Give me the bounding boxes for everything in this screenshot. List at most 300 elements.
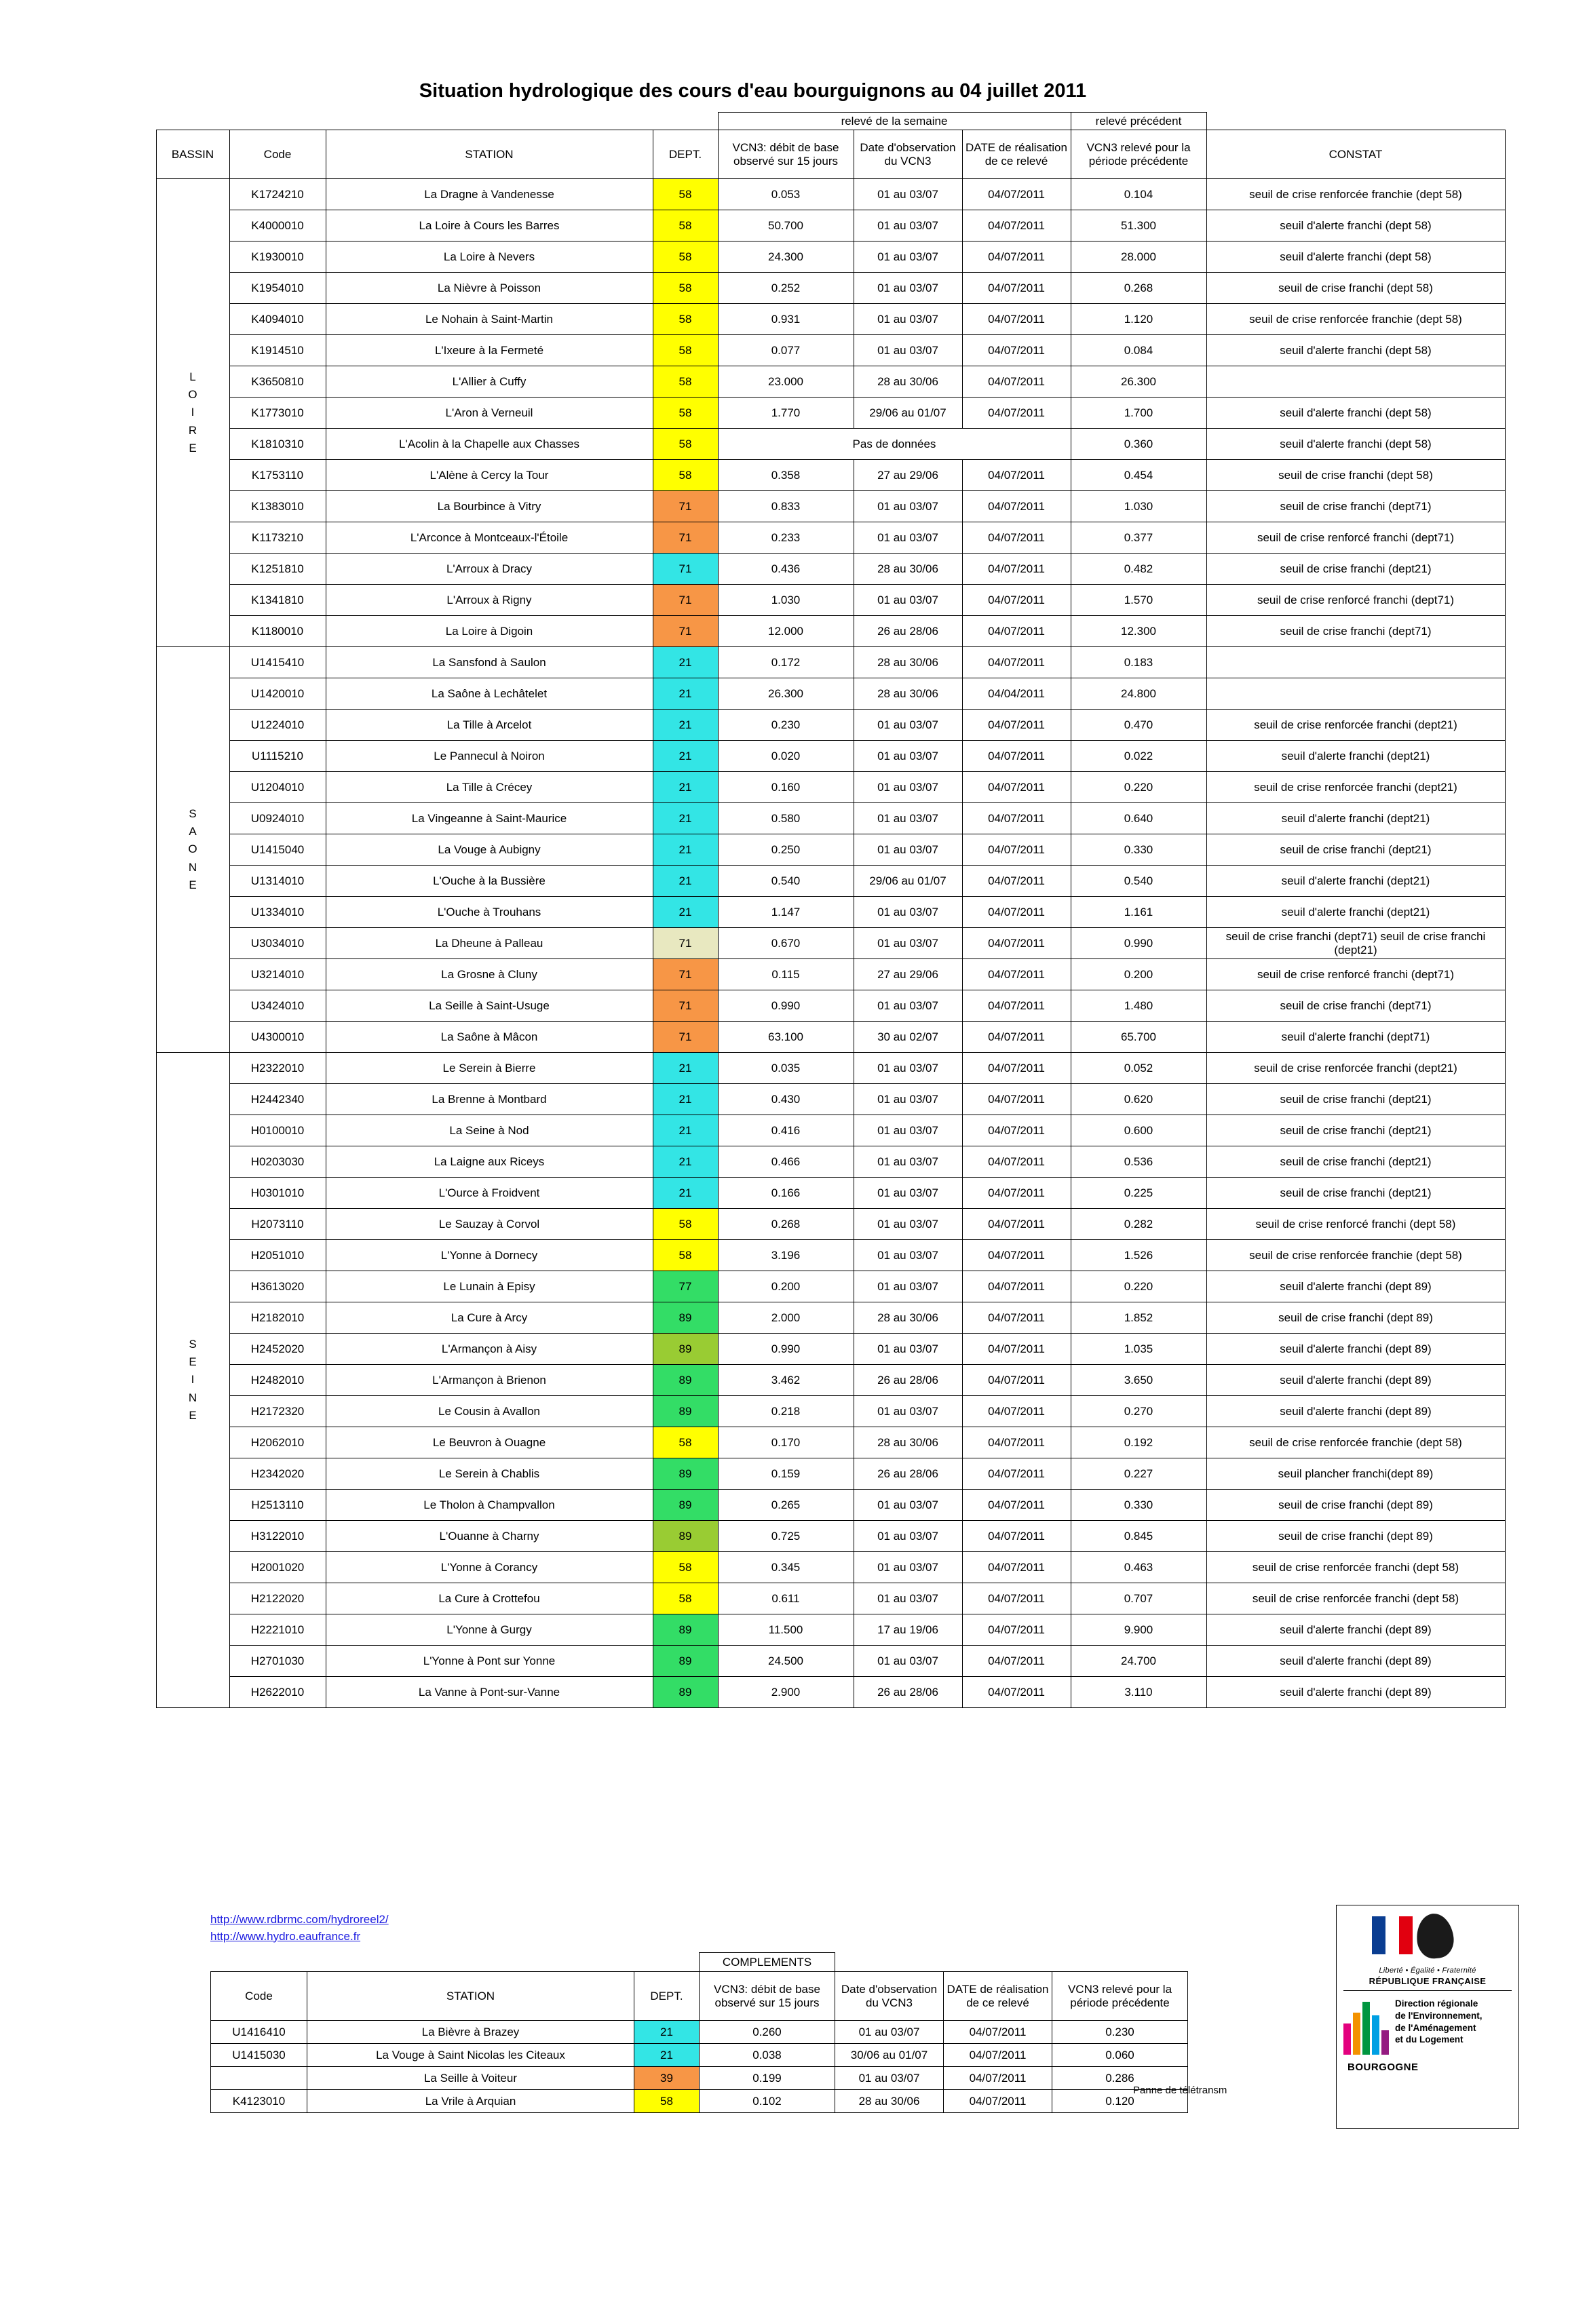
spacer bbox=[1206, 113, 1505, 130]
vcn3-value: 0.358 bbox=[718, 460, 854, 491]
station-name: La Nièvre à Poisson bbox=[326, 273, 653, 304]
constat-text: seuil de crise franchi (dept 58) bbox=[1206, 460, 1505, 491]
station-code: H2062010 bbox=[229, 1427, 326, 1458]
vcn3-value: 0.020 bbox=[718, 741, 854, 772]
date-realisation: 04/07/2011 bbox=[962, 1146, 1071, 1178]
complements-title: COMPLEMENTS bbox=[700, 1953, 835, 1972]
link-rdbrmc[interactable]: http://www.rdbrmc.com/hydroreel2/ bbox=[210, 1913, 389, 1926]
constat-text: seuil de crise renforcée franchi (dept 58) bbox=[1206, 1552, 1505, 1583]
date-realisation: 04/07/2011 bbox=[962, 1646, 1071, 1677]
station-name: La Saône à Mâcon bbox=[326, 1022, 653, 1053]
station-code: U1416410 bbox=[211, 2021, 307, 2044]
flag-blue-stripe bbox=[1372, 1916, 1385, 1954]
constat-text: seuil d'alerte franchi (dept 58) bbox=[1206, 429, 1505, 460]
spacer bbox=[944, 1953, 1052, 1972]
vcn3-previous-value: 3.650 bbox=[1071, 1365, 1206, 1396]
table-row bbox=[156, 897, 1505, 928]
date-realisation: 04/07/2011 bbox=[962, 1365, 1071, 1396]
station-name: Le Serein à Bierre bbox=[326, 1053, 653, 1084]
station-name: La Loire à Cours les Barres bbox=[326, 210, 653, 241]
station-name: Le Beuvron à Ouagne bbox=[326, 1427, 653, 1458]
date-realisation: 04/07/2011 bbox=[962, 1334, 1071, 1365]
constat-text: seuil plancher franchi(dept 89) bbox=[1206, 1458, 1505, 1490]
dept-code: 89 bbox=[653, 1490, 718, 1521]
complements-row bbox=[211, 2090, 1188, 2113]
date-realisation: 04/07/2011 bbox=[962, 179, 1071, 210]
station-code: H2001020 bbox=[229, 1552, 326, 1583]
dept-code: 89 bbox=[653, 1677, 718, 1708]
vcn3-previous-value: 0.282 bbox=[1071, 1209, 1206, 1240]
station-name: La Tille à Arcelot bbox=[326, 710, 653, 741]
vcn3-value: 0.160 bbox=[718, 772, 854, 803]
station-code: H2122020 bbox=[229, 1583, 326, 1614]
station-code: U1115210 bbox=[229, 741, 326, 772]
spacer bbox=[326, 113, 653, 130]
basin-label-seine: S E I N E bbox=[156, 1053, 229, 1708]
constat-text: seuil de crise franchi (dept 58) bbox=[1206, 273, 1505, 304]
vcn3-value: 0.200 bbox=[718, 1271, 854, 1302]
date-observation: 01 au 03/07 bbox=[854, 710, 962, 741]
table-row bbox=[156, 1271, 1505, 1302]
station-name: Le Cousin à Avallon bbox=[326, 1396, 653, 1427]
dept-code: 71 bbox=[653, 959, 718, 990]
constat-text: seuil d'alerte franchi (dept 89) bbox=[1206, 1677, 1505, 1708]
station-code: K1810310 bbox=[229, 429, 326, 460]
constat-text: seuil de crise renforcée franchi (dept21) bbox=[1206, 772, 1505, 803]
date-realisation: 04/07/2011 bbox=[962, 1396, 1071, 1427]
station-name: La Cure à Arcy bbox=[326, 1302, 653, 1334]
vcn3-previous-value: 0.536 bbox=[1071, 1146, 1206, 1178]
vcn3-previous-value: 0.707 bbox=[1071, 1583, 1206, 1614]
date-observation: 26 au 28/06 bbox=[854, 1677, 962, 1708]
vcn3-previous-value: 0.227 bbox=[1071, 1458, 1206, 1490]
complements-row bbox=[211, 2067, 1188, 2090]
station-name: L'Yonne à Pont sur Yonne bbox=[326, 1646, 653, 1677]
dept-code: 89 bbox=[653, 1458, 718, 1490]
table-row bbox=[156, 1396, 1505, 1427]
date-observation: 01 au 03/07 bbox=[854, 241, 962, 273]
table-row bbox=[156, 1240, 1505, 1271]
date-realisation: 04/07/2011 bbox=[962, 1458, 1071, 1490]
date-realisation: 04/07/2011 bbox=[962, 1490, 1071, 1521]
dept-code: 21 bbox=[634, 2044, 700, 2067]
vcn3-previous-value: 0.183 bbox=[1071, 647, 1206, 678]
station-code: K1930010 bbox=[229, 241, 326, 273]
vcn3-value: 0.990 bbox=[718, 990, 854, 1022]
vcn3-previous-value: 0.022 bbox=[1071, 741, 1206, 772]
date-observation: 01 au 03/07 bbox=[854, 1146, 962, 1178]
vcn3-previous-value: 0.104 bbox=[1071, 179, 1206, 210]
dreal-bars-icon bbox=[1342, 1998, 1392, 2055]
vcn3-value: 0.265 bbox=[718, 1490, 854, 1521]
station-name: L'Ource à Froidvent bbox=[326, 1178, 653, 1209]
station-code: K1914510 bbox=[229, 335, 326, 366]
vcn3-value: 0.833 bbox=[718, 491, 854, 522]
table-row bbox=[156, 803, 1505, 834]
station-code: K1251810 bbox=[229, 554, 326, 585]
vcn3-previous-value: 1.700 bbox=[1071, 398, 1206, 429]
station-code: U1314010 bbox=[229, 866, 326, 897]
station-code: K1753110 bbox=[229, 460, 326, 491]
complements-row bbox=[211, 2021, 1188, 2044]
vcn3-previous-value: 0.330 bbox=[1071, 834, 1206, 866]
compl-header-code: Code bbox=[211, 1972, 307, 2021]
vcn3-value: 0.580 bbox=[718, 803, 854, 834]
date-realisation: 04/07/2011 bbox=[962, 1614, 1071, 1646]
date-realisation: 04/07/2011 bbox=[962, 398, 1071, 429]
compl-header-dept: DEPT. bbox=[634, 1972, 700, 2021]
date-observation: 01 au 03/07 bbox=[854, 304, 962, 335]
vcn3-previous-value: 0.225 bbox=[1071, 1178, 1206, 1209]
constat-text: seuil de crise franchi (dept 89) bbox=[1206, 1302, 1505, 1334]
compl-header-date-obs: Date d'observation du VCN3 bbox=[835, 1972, 944, 2021]
header-group-row bbox=[156, 113, 1505, 130]
vcn3-value: 0.250 bbox=[718, 834, 854, 866]
vcn3-previous-value: 1.035 bbox=[1071, 1334, 1206, 1365]
table-row bbox=[156, 834, 1505, 866]
dept-code: 21 bbox=[653, 834, 718, 866]
date-observation: 01 au 03/07 bbox=[854, 491, 962, 522]
station-code: K1773010 bbox=[229, 398, 326, 429]
dept-code: 21 bbox=[653, 1084, 718, 1115]
compl-header-vcn3: VCN3: débit de base observé sur 15 jours bbox=[700, 1972, 835, 2021]
table-row bbox=[156, 1646, 1505, 1677]
station-name: La Seille à Voiteur bbox=[307, 2067, 634, 2090]
date-realisation: 04/07/2011 bbox=[962, 273, 1071, 304]
dept-code: 58 bbox=[653, 1583, 718, 1614]
dept-code: 89 bbox=[653, 1521, 718, 1552]
date-realisation: 04/07/2011 bbox=[962, 647, 1071, 678]
constat-text: seuil de crise renforcé franchi (dept71) bbox=[1206, 959, 1505, 990]
republique-text: RÉPUBLIQUE FRANÇAISE bbox=[1369, 1976, 1487, 1986]
dept-code: 21 bbox=[653, 772, 718, 803]
station-name: La Bourbince à Vitry bbox=[326, 491, 653, 522]
constat-text: seuil de crise renforcée franchi (dept 58) bbox=[1206, 1583, 1505, 1614]
dept-code: 58 bbox=[653, 304, 718, 335]
table-row bbox=[156, 273, 1505, 304]
station-code: K4094010 bbox=[229, 304, 326, 335]
station-code: H2221010 bbox=[229, 1614, 326, 1646]
vcn3-previous-value: 0.084 bbox=[1071, 335, 1206, 366]
table-row bbox=[156, 1365, 1505, 1396]
spacer bbox=[653, 113, 718, 130]
station-code: H2482010 bbox=[229, 1365, 326, 1396]
date-observation: 01 au 03/07 bbox=[854, 1178, 962, 1209]
flag-red-stripe bbox=[1399, 1916, 1413, 1954]
station-name: Le Pannecul à Noiron bbox=[326, 741, 653, 772]
vcn3-previous-value: 9.900 bbox=[1071, 1614, 1206, 1646]
date-observation: 28 au 30/06 bbox=[854, 678, 962, 710]
vcn3-previous-value: 0.845 bbox=[1071, 1521, 1206, 1552]
station-name: La Vouge à Saint Nicolas les Citeaux bbox=[307, 2044, 634, 2067]
dept-code: 89 bbox=[653, 1365, 718, 1396]
dept-code: 21 bbox=[653, 741, 718, 772]
station-code: U0924010 bbox=[229, 803, 326, 834]
station-name: L'Ouche à Trouhans bbox=[326, 897, 653, 928]
date-observation: 01 au 03/07 bbox=[854, 1552, 962, 1583]
vcn3-value: 2.900 bbox=[718, 1677, 854, 1708]
constat-text: seuil de crise franchi (dept71) bbox=[1206, 616, 1505, 647]
date-observation: 01 au 03/07 bbox=[854, 585, 962, 616]
constat-text: seuil d'alerte franchi (dept 58) bbox=[1206, 335, 1505, 366]
station-name: Le Lunain à Episy bbox=[326, 1271, 653, 1302]
vcn3-previous-value: 0.540 bbox=[1071, 866, 1206, 897]
date-observation: 01 au 03/07 bbox=[854, 741, 962, 772]
table-row bbox=[156, 1521, 1505, 1552]
table-row bbox=[156, 959, 1505, 990]
dept-code: 71 bbox=[653, 522, 718, 554]
constat-text: seuil de crise renforcée franchie (dept 58) bbox=[1206, 1427, 1505, 1458]
vcn3-previous-value: 0.463 bbox=[1071, 1552, 1206, 1583]
vcn3-value: 3.196 bbox=[718, 1240, 854, 1271]
constat-text: seuil d'alerte franchi (dept21) bbox=[1206, 866, 1505, 897]
vcn3-value: 0.611 bbox=[718, 1583, 854, 1614]
station-code: H2322010 bbox=[229, 1053, 326, 1084]
vcn3-previous-value: 0.220 bbox=[1071, 772, 1206, 803]
table-row bbox=[156, 554, 1505, 585]
date-realisation: 04/07/2011 bbox=[962, 366, 1071, 398]
vcn3-value: 0.166 bbox=[718, 1178, 854, 1209]
date-observation: 01 au 03/07 bbox=[854, 803, 962, 834]
constat-text bbox=[1206, 678, 1505, 710]
date-realisation: 04/07/2011 bbox=[962, 210, 1071, 241]
vcn3-previous-value: 0.268 bbox=[1071, 273, 1206, 304]
dept-code: 89 bbox=[653, 1302, 718, 1334]
dept-code: 58 bbox=[653, 366, 718, 398]
station-code: H2182010 bbox=[229, 1302, 326, 1334]
vcn3-value: 0.990 bbox=[718, 1334, 854, 1365]
station-code: H3613020 bbox=[229, 1271, 326, 1302]
vcn3-value: 24.500 bbox=[718, 1646, 854, 1677]
logo-divider bbox=[1343, 1990, 1512, 1991]
constat-text: seuil de crise renforcé franchi (dept 58) bbox=[1206, 1209, 1505, 1240]
table-row bbox=[156, 710, 1505, 741]
vcn3-previous-value: 24.800 bbox=[1071, 678, 1206, 710]
vcn3-value: 0.233 bbox=[718, 522, 854, 554]
date-realisation: 04/07/2011 bbox=[962, 1084, 1071, 1115]
table-row bbox=[156, 460, 1505, 491]
vcn3-previous-value: 1.570 bbox=[1071, 585, 1206, 616]
vcn3-previous-value: 0.052 bbox=[1071, 1053, 1206, 1084]
date-observation: 30 au 02/07 bbox=[854, 1022, 962, 1053]
table-row bbox=[156, 928, 1505, 959]
vcn3-previous-value: 12.300 bbox=[1071, 616, 1206, 647]
table-row bbox=[156, 1178, 1505, 1209]
station-code: U1334010 bbox=[229, 897, 326, 928]
dept-code: 89 bbox=[653, 1396, 718, 1427]
vcn3-value: 12.000 bbox=[718, 616, 854, 647]
hydrology-table bbox=[156, 112, 1506, 1708]
constat-text: seuil d'alerte franchi (dept 89) bbox=[1206, 1396, 1505, 1427]
constat-text: seuil de crise renforcée franchie (dept 58) bbox=[1206, 179, 1505, 210]
constat-text: seuil d'alerte franchi (dept21) bbox=[1206, 803, 1505, 834]
constat-text: seuil de crise renforcée franchie (dept 58) bbox=[1206, 304, 1505, 335]
date-realisation: 04/07/2011 bbox=[962, 491, 1071, 522]
station-code: H2452020 bbox=[229, 1334, 326, 1365]
dept-code: 39 bbox=[634, 2067, 700, 2090]
station-code: H2073110 bbox=[229, 1209, 326, 1240]
vcn3-value: 0.260 bbox=[700, 2021, 835, 2044]
date-observation: 01 au 03/07 bbox=[854, 1115, 962, 1146]
date-observation: 01 au 03/07 bbox=[854, 772, 962, 803]
table-row bbox=[156, 179, 1505, 210]
dept-code: 21 bbox=[653, 1115, 718, 1146]
dept-code: 58 bbox=[653, 210, 718, 241]
dept-code: 58 bbox=[653, 460, 718, 491]
date-observation: 01 au 03/07 bbox=[854, 335, 962, 366]
date-realisation: 04/07/2011 bbox=[962, 866, 1071, 897]
date-observation: 01 au 03/07 bbox=[835, 2021, 944, 2044]
table-row bbox=[156, 429, 1505, 460]
vcn3-previous-value: 0.200 bbox=[1071, 959, 1206, 990]
vcn3-value: 0.252 bbox=[718, 273, 854, 304]
date-observation: 29/06 au 01/07 bbox=[854, 866, 962, 897]
table-body bbox=[156, 179, 1505, 1708]
vcn3-value: 1.030 bbox=[718, 585, 854, 616]
date-observation: 01 au 03/07 bbox=[854, 210, 962, 241]
date-realisation: 04/07/2011 bbox=[962, 1022, 1071, 1053]
date-realisation: 04/07/2011 bbox=[944, 2090, 1052, 2113]
station-code: U1415030 bbox=[211, 2044, 307, 2067]
marianne-icon bbox=[1360, 1912, 1495, 1965]
station-code: H2442340 bbox=[229, 1084, 326, 1115]
dept-code: 71 bbox=[653, 990, 718, 1022]
date-realisation: 04/07/2011 bbox=[962, 1209, 1071, 1240]
dept-code: 21 bbox=[653, 1053, 718, 1084]
header-dept: DEPT. bbox=[653, 130, 718, 179]
date-observation: 27 au 29/06 bbox=[854, 959, 962, 990]
date-realisation: 04/07/2011 bbox=[962, 897, 1071, 928]
date-realisation: 04/07/2011 bbox=[962, 1677, 1071, 1708]
date-observation: 01 au 03/07 bbox=[854, 1521, 962, 1552]
vcn3-value: 0.436 bbox=[718, 554, 854, 585]
vcn3-value: 0.038 bbox=[700, 2044, 835, 2067]
dept-code: 58 bbox=[653, 1427, 718, 1458]
station-code: H2342020 bbox=[229, 1458, 326, 1490]
station-code: U4300010 bbox=[229, 1022, 326, 1053]
date-realisation: 04/07/2011 bbox=[944, 2067, 1052, 2090]
vcn3-value: 23.000 bbox=[718, 366, 854, 398]
header-code: Code bbox=[229, 130, 326, 179]
compl-header-vcn3-prev: VCN3 relevé pour la période précédente bbox=[1052, 1972, 1188, 2021]
table-row bbox=[156, 1302, 1505, 1334]
constat-text: seuil d'alerte franchi (dept 89) bbox=[1206, 1646, 1505, 1677]
station-code: K4000010 bbox=[229, 210, 326, 241]
date-realisation: 04/07/2011 bbox=[962, 1521, 1071, 1552]
header-date-rea: DATE de réalisation de ce relevé bbox=[962, 130, 1071, 179]
dept-code: 21 bbox=[634, 2021, 700, 2044]
date-realisation: 04/07/2011 bbox=[962, 1583, 1071, 1614]
date-observation: 01 au 03/07 bbox=[854, 1583, 962, 1614]
complements-row bbox=[211, 2044, 1188, 2067]
vcn3-previous-value: 26.300 bbox=[1071, 366, 1206, 398]
date-realisation: 04/07/2011 bbox=[962, 928, 1071, 959]
date-realisation: 04/07/2011 bbox=[962, 1552, 1071, 1583]
dept-code: 21 bbox=[653, 678, 718, 710]
date-realisation: 04/07/2011 bbox=[962, 834, 1071, 866]
station-name: La Bièvre à Brazey bbox=[307, 2021, 634, 2044]
dreal-line-3: de l'Aménagement bbox=[1395, 2022, 1476, 2033]
vcn3-value: 0.035 bbox=[718, 1053, 854, 1084]
station-code: K1180010 bbox=[229, 616, 326, 647]
dept-code: 21 bbox=[653, 803, 718, 834]
vcn3-previous-value: 0.192 bbox=[1071, 1427, 1206, 1458]
header-group-prev: relevé précédent bbox=[1071, 113, 1206, 130]
dreal-line-2: de l'Environnement, bbox=[1395, 2010, 1483, 2021]
vcn3-previous-value: 0.060 bbox=[1052, 2044, 1188, 2067]
table-row bbox=[156, 1677, 1505, 1708]
station-code: K1383010 bbox=[229, 491, 326, 522]
date-observation: 01 au 03/07 bbox=[854, 990, 962, 1022]
date-observation: 01 au 03/07 bbox=[854, 273, 962, 304]
date-realisation: 04/07/2011 bbox=[962, 522, 1071, 554]
constat-text: seuil de crise franchi (dept21) bbox=[1206, 1178, 1505, 1209]
constat-text: seuil d'alerte franchi (dept71) bbox=[1206, 1022, 1505, 1053]
link-hydro-eaufrance[interactable]: http://www.hydro.eaufrance.fr bbox=[210, 1929, 361, 1943]
dept-code: 71 bbox=[653, 616, 718, 647]
table-row bbox=[156, 647, 1505, 678]
table-row bbox=[156, 1552, 1505, 1583]
dept-code: 89 bbox=[653, 1334, 718, 1365]
dept-code: 21 bbox=[653, 1146, 718, 1178]
vcn3-previous-value: 1.526 bbox=[1071, 1240, 1206, 1271]
constat-text: seuil d'alerte franchi (dept 58) bbox=[1206, 398, 1505, 429]
date-observation: 28 au 30/06 bbox=[854, 1302, 962, 1334]
spacer bbox=[211, 1953, 307, 1972]
spacer bbox=[229, 113, 326, 130]
date-observation: 01 au 03/07 bbox=[854, 1240, 962, 1271]
constat-text: seuil d'alerte franchi (dept 58) bbox=[1206, 241, 1505, 273]
header-vcn3: VCN3: débit de base observé sur 15 jours bbox=[718, 130, 854, 179]
date-observation: 28 au 30/06 bbox=[854, 366, 962, 398]
table-row bbox=[156, 241, 1505, 273]
date-realisation: 04/07/2011 bbox=[962, 803, 1071, 834]
vcn3-previous-value: 3.110 bbox=[1071, 1677, 1206, 1708]
station-name: L'Acolin à la Chapelle aux Chasses bbox=[326, 429, 653, 460]
station-name: La Grosne à Cluny bbox=[326, 959, 653, 990]
marianne-head-icon bbox=[1415, 1912, 1456, 1960]
vcn3-previous-value: 0.454 bbox=[1071, 460, 1206, 491]
document-page bbox=[0, 80, 1587, 2324]
dept-code: 58 bbox=[653, 335, 718, 366]
table-row bbox=[156, 1053, 1505, 1084]
station-name: La Vanne à Pont-sur-Vanne bbox=[326, 1677, 653, 1708]
constat-text: seuil de crise franchi (dept71) seuil de crise franchi (dept21) bbox=[1206, 928, 1505, 959]
station-code: H2701030 bbox=[229, 1646, 326, 1677]
station-name: Le Serein à Chablis bbox=[326, 1458, 653, 1490]
header-station: STATION bbox=[326, 130, 653, 179]
date-observation: 01 au 03/07 bbox=[854, 1209, 962, 1240]
constat-text: seuil de crise renforcé franchi (dept71) bbox=[1206, 585, 1505, 616]
station-code: H0301010 bbox=[229, 1178, 326, 1209]
station-code: H2051010 bbox=[229, 1240, 326, 1271]
constat-text bbox=[1206, 366, 1505, 398]
station-name: La Seille à Saint-Usuge bbox=[326, 990, 653, 1022]
vcn3-previous-value: 0.600 bbox=[1071, 1115, 1206, 1146]
station-code: H0203030 bbox=[229, 1146, 326, 1178]
date-observation: 28 au 30/06 bbox=[854, 1427, 962, 1458]
vcn3-previous-value: 0.330 bbox=[1071, 1490, 1206, 1521]
table-row bbox=[156, 678, 1505, 710]
station-name: L'Arconce à Montceaux-l'Étoile bbox=[326, 522, 653, 554]
dept-code: 21 bbox=[653, 866, 718, 897]
date-realisation: 04/07/2011 bbox=[962, 585, 1071, 616]
station-code: K1954010 bbox=[229, 273, 326, 304]
vcn3-previous-value: 0.470 bbox=[1071, 710, 1206, 741]
constat-text: seuil de crise franchi (dept21) bbox=[1206, 834, 1505, 866]
dept-code: 71 bbox=[653, 491, 718, 522]
station-name: La Dragne à Vandenesse bbox=[326, 179, 653, 210]
